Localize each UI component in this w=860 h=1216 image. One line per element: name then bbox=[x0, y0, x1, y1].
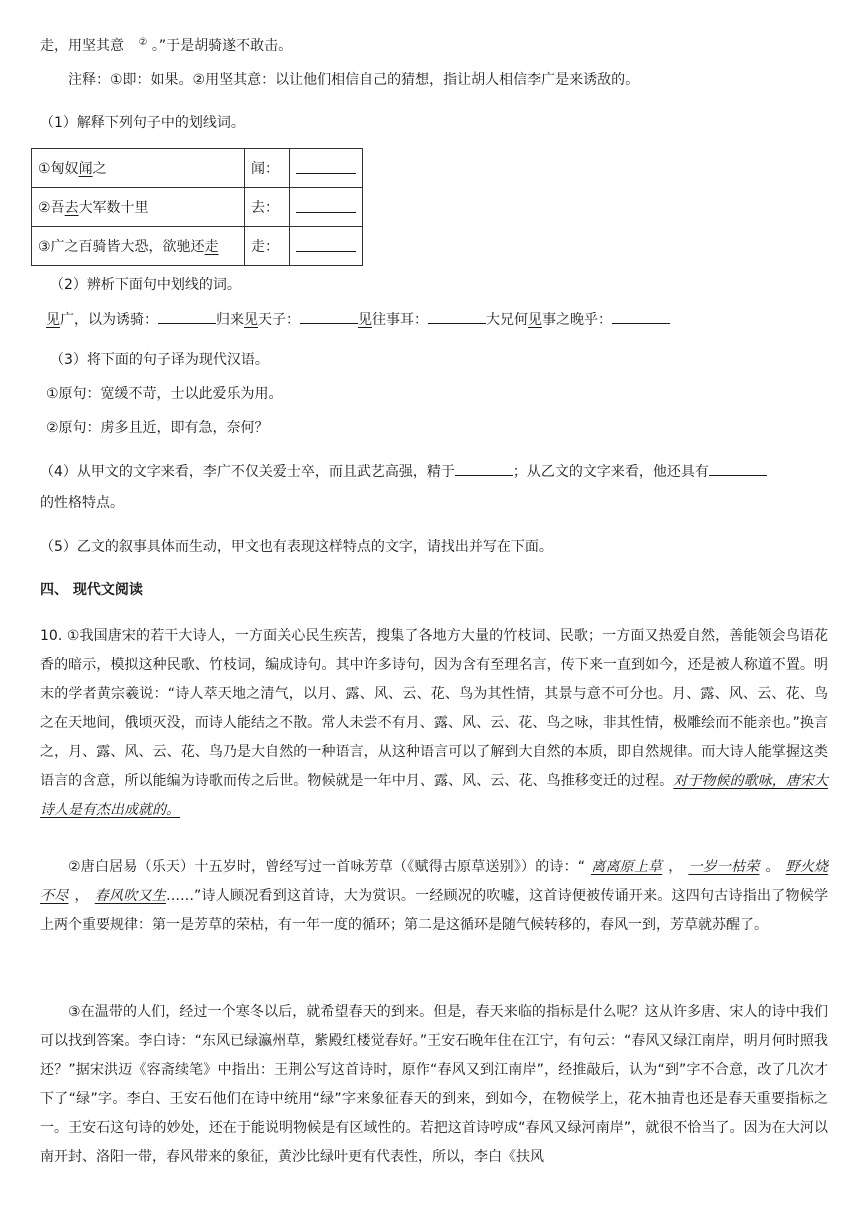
footnote-marker: ② bbox=[138, 37, 148, 48]
table-cell: 去： bbox=[245, 188, 290, 227]
answer-blank-cell[interactable] bbox=[290, 188, 363, 227]
table-cell: ①匈奴闻之 bbox=[32, 149, 245, 188]
section-heading: 四、 现代文阅读 bbox=[40, 582, 143, 598]
question-1-title: （1）解释下列句子中的划线词。 bbox=[40, 115, 245, 131]
underlined-word: 走 bbox=[204, 239, 219, 255]
question-2-title: （2）辨析下面句中划线的词。 bbox=[50, 277, 241, 293]
question-3-sentence-1: ①原句：宽缓不苛，士以此爱乐为用。 bbox=[46, 386, 283, 402]
answer-blank[interactable] bbox=[709, 461, 767, 476]
vocab-table bbox=[31, 148, 363, 266]
question-3-title: （3）将下面的句子译为现代汉语。 bbox=[50, 352, 269, 368]
answer-blank[interactable] bbox=[300, 309, 358, 324]
underlined-sentence: 对于物候的歌咏，唐宋大诗人是有杰出成就的。 bbox=[40, 773, 829, 818]
text-line-top bbox=[40, 36, 292, 58]
answer-blank-cell[interactable] bbox=[290, 227, 363, 266]
paragraph-2: ②唐白居易（乐天）十五岁时，曾经写过一首咏芳草（《赋得古原草送别》）的诗：“ 离离原上草 ， 一岁一枯荣 。 野火烧不尽 ， 春风吹又生……”诗人顾况看到这首诗，大为赏识。一经顾况的吹嘘，这首诗便被传诵开来。这四句古诗指出了物候学上两个重要规律：第一是芳草的荣枯，有一年一度的循环；第二是这循环是随气候转移的，春风一到，芳草就苏醒了。 bbox=[40, 859, 829, 933]
table-cell: ③广之百骑皆大恐，欲驰还走 bbox=[32, 227, 245, 266]
table-cell: ②吾去大军数十里 bbox=[32, 188, 245, 227]
text: 走，用坚其意 bbox=[40, 38, 124, 54]
underlined-word: 闻 bbox=[78, 161, 93, 177]
answer-blank[interactable] bbox=[428, 309, 486, 324]
underlined-word: 去 bbox=[64, 200, 79, 216]
question-2-items: 见广，以为诱骑： 归来见天子： 见往事耳： 大兄何见事之晚乎： bbox=[46, 309, 670, 330]
table-row bbox=[32, 188, 363, 227]
table-row bbox=[32, 227, 363, 266]
question-3-sentence-2: ②原句：虏多且近，即有急，奈何？ bbox=[46, 420, 269, 436]
paragraph-1: 10. ①我国唐宋的若干大诗人，一方面关心民生疾苦，搜集了各地方大量的竹枝词、民歌；一方面又热爱自然，善能领会鸟语花香的暗示，模拟这种民歌、竹枝词，编成诗句。其中许多诗句，因为含有至理名言，传下来一直到如今，还是被人称道不置。明末的学者黄宗羲说：“诗人萃天地之清气，以月、露、风、云、花、鸟为其性情，其景与意不可分也。月、露、风、云、花、鸟之在天地间，俄顷灭没，而诗人能结之不散。常人未尝不有月、露、风、云、花、鸟之咏，非其性情，极雕绘而不能亲也。”换言之，月、露、风、云、花、鸟乃是大自然的一种语言，从这种语言可以了解到大自然的本质，即自然规律。而大诗人能掌握这类语言的含意，所以能编为诗歌而传之后世。物候就是一年中月、露、风、云、花、鸟推移变迁的过程。对于物候的歌咏，唐宋大诗人是有杰出成就的。 bbox=[40, 628, 829, 818]
paragraph-3: ③在温带的人们，经过一个寒冬以后，就希望春天的到来。但是，春天来临的指标是什么呢？这从许多唐、宋人的诗中我们可以找到答案。李白诗：“东风已绿瀛州草，紫殿红楼觉春好。”王安石晚年住在江宁，有句云：“春风又绿江南岸，明月何时照我还？”据宋洪迈《容斋续笔》中指出：王荆公写这首诗时，原作“春风又到江南岸”，经推敲后，认为“到”字不合意，改了几次才下了“绿”字。李白、王安石他们在诗中统用“绿”字来象征春天的到来，到如今，在物候学上，花木抽青也还是春天重要指标之一。王安石这句诗的妙处，还在于能说明物候是有区域性的。若把这首诗哼成“春风又绿河南岸”，就很不恰当了。因为在大河以南开封、洛阳一带，春风带来的象征，黄沙比绿叶更有代表性，所以，李白《扶风 bbox=[40, 1004, 828, 1165]
question-5: （5）乙文的叙事具体而生动，甲文也有表现这样特点的文字，请找出并写在下面。 bbox=[40, 539, 553, 555]
table-cell: 闻： bbox=[245, 149, 290, 188]
answer-blank[interactable] bbox=[455, 461, 513, 476]
question-4-line-2: 的性格特点。 bbox=[40, 495, 124, 511]
text: 。”于是胡骑遂不敢击。 bbox=[151, 38, 293, 54]
table-cell: 走： bbox=[245, 227, 290, 266]
question-4-line-1: （4）从甲文的文字来看，李广不仅关爱士卒，而且武艺高强，精于 ；从乙文的文字来看，他还具有 bbox=[40, 461, 767, 482]
table-row bbox=[32, 149, 363, 188]
answer-blank[interactable] bbox=[612, 309, 670, 324]
answer-blank-cell[interactable] bbox=[290, 149, 363, 188]
annotation-note: 注释：①即：如果。②用坚其意：以让他们相信自己的猜想，指让胡人相信李广是来诱敌的。 bbox=[68, 72, 640, 88]
answer-blank[interactable] bbox=[158, 309, 216, 324]
